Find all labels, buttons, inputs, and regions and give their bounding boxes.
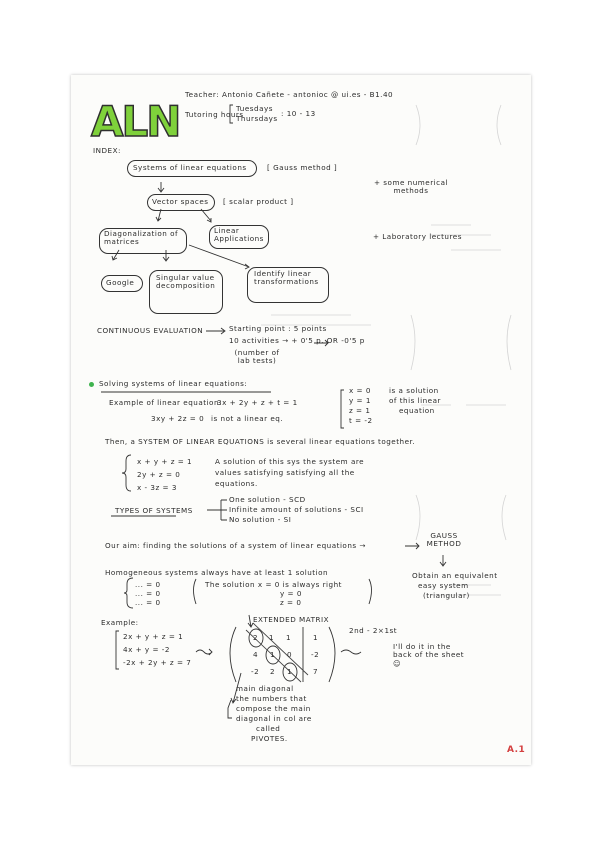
evaluation-activities: 10 activities → + 0'5 p. OR -0'5 p bbox=[229, 336, 365, 345]
homog-solution-note: The solution x = 0 is always right bbox=[205, 580, 342, 589]
homog-eq-3: ... = 0 bbox=[135, 598, 161, 607]
type-no-solution: No solution - SI bbox=[229, 515, 292, 524]
row-operation: 2nd - 2×1st bbox=[349, 626, 398, 635]
system-solution-2: values satisfying satisfying all the bbox=[215, 468, 355, 477]
index-numerical: + some numerical methods bbox=[374, 178, 448, 196]
pivots-line-3: diagonal in col are bbox=[236, 714, 312, 723]
obtain-1: Obtain an equivalent bbox=[412, 571, 498, 580]
tutoring-day-2: Thursdays bbox=[236, 114, 278, 123]
pivots-line-1: the numbers that bbox=[236, 694, 307, 703]
evaluation-label: CONTINUOUS EVALUATION bbox=[97, 326, 204, 335]
homog-eq-2: ... = 0 bbox=[135, 589, 161, 598]
index-google: Google bbox=[106, 278, 135, 287]
evaluation-lab: (number of lab tests) bbox=[234, 348, 280, 366]
index-identify: Identify linear transformations bbox=[254, 269, 319, 287]
section-bullet bbox=[89, 382, 94, 387]
evaluation-starting: Starting point : 5 points bbox=[229, 324, 327, 333]
index-systems: Systems of linear equations bbox=[133, 163, 247, 172]
index-scalar: [ scalar product ] bbox=[223, 197, 294, 206]
nonlinear-equation: 3xy + 2z = 0 bbox=[151, 414, 205, 423]
extended-matrix-label: EXTENDED MATRIX bbox=[253, 615, 330, 624]
index-svd: Singular value decomposition bbox=[156, 273, 216, 291]
matrix-entry: 4 bbox=[253, 650, 259, 659]
types-label: TYPES OF SYSTEMS bbox=[115, 506, 193, 515]
tutoring-day-1: Tuesdays bbox=[236, 104, 273, 113]
matrix-entry: 1 bbox=[269, 633, 275, 642]
type-infinite: Infinite amount of solutions - SCI bbox=[229, 505, 364, 514]
do-it-note: I'll do it in the back of the sheet ☺ bbox=[393, 642, 465, 668]
example-eq-2: 4x + y = -2 bbox=[123, 645, 170, 654]
solution-y: y = 1 bbox=[349, 396, 371, 405]
system-eq-1: x + y + z = 1 bbox=[137, 457, 193, 466]
obtain-2: easy system bbox=[418, 581, 469, 590]
tutoring-hours: : 10 - 13 bbox=[281, 109, 316, 118]
example-eq-1: 2x + y + z = 1 bbox=[123, 632, 184, 641]
system-definition: Then, a SYSTEM OF LINEAR EQUATIONS is several linear equations together. bbox=[105, 437, 416, 446]
example-equation: 3x + 2y + z + t = 1 bbox=[217, 398, 298, 407]
obtain-3: (triangular) bbox=[423, 591, 470, 600]
teacher-line: Teacher: Antonio Cañete - antonioc @ ui.es - B1.40 bbox=[185, 90, 394, 99]
matrix-entry: 0 bbox=[287, 650, 293, 659]
example-eq-3: -2x + 2y + z = 7 bbox=[123, 658, 192, 667]
pivots-line-5: PIVOTES. bbox=[251, 734, 288, 743]
index-linear-app: Linear Applications bbox=[214, 226, 264, 244]
section-title: Solving systems of linear equations: bbox=[99, 379, 248, 388]
matrix-entry: 1 bbox=[287, 667, 293, 676]
main-diagonal-label: main diagonal bbox=[236, 684, 294, 693]
solution-x: x = 0 bbox=[349, 386, 371, 395]
solution-note-2: of this linear bbox=[389, 396, 441, 405]
page-number: A.1 bbox=[507, 745, 526, 755]
index-label: INDEX: bbox=[93, 146, 121, 155]
matrix-entry: 2 bbox=[253, 633, 259, 642]
homogeneous-text: Homogeneous systems always have at least 1 solution bbox=[105, 568, 329, 577]
matrix-rhs-entry: -2 bbox=[311, 650, 320, 659]
aim-text: Our aim: finding the solutions of a system of linear equations → bbox=[105, 541, 366, 550]
homog-solution-y: y = 0 bbox=[280, 589, 302, 598]
matrix-entry: 2 bbox=[270, 667, 276, 676]
system-solution-1: A solution of this sys the system are bbox=[215, 457, 365, 466]
example2-label: Example: bbox=[101, 618, 139, 627]
type-one-solution: One solution - SCD bbox=[229, 495, 306, 504]
matrix-entry: -2 bbox=[251, 667, 260, 676]
matrix-entry: 1 bbox=[270, 650, 276, 659]
matrix-rhs-entry: 7 bbox=[313, 667, 319, 676]
matrix-entry: 1 bbox=[286, 633, 292, 642]
pivots-line-4: called bbox=[256, 724, 281, 733]
pivots-line-2: compose the main bbox=[236, 704, 311, 713]
system-eq-2: 2y + z = 0 bbox=[137, 470, 181, 479]
notes-sheet bbox=[71, 75, 531, 765]
system-solution-3: equations. bbox=[215, 479, 258, 488]
solution-note-1: is a solution bbox=[389, 386, 439, 395]
index-vector: Vector spaces bbox=[152, 197, 209, 206]
index-diag: Diagonalization of matrices bbox=[104, 229, 179, 247]
matrix-rhs-entry: 1 bbox=[313, 633, 319, 642]
index-lab: + Laboratory lectures bbox=[373, 232, 462, 241]
solution-note-3: equation bbox=[399, 406, 435, 415]
course-logo: ALN bbox=[91, 97, 180, 146]
tutoring-label: Tutoring hours bbox=[185, 110, 244, 119]
system-eq-3: x - 3z = 3 bbox=[137, 483, 177, 492]
solution-z: z = 1 bbox=[349, 406, 371, 415]
homog-eq-1: ... = 0 bbox=[135, 580, 161, 589]
homog-solution-z: z = 0 bbox=[280, 598, 302, 607]
gauss-method: GAUSS METHOD bbox=[426, 531, 462, 549]
solution-t: t = -2 bbox=[349, 416, 373, 425]
nonlinear-note: is not a linear eq. bbox=[211, 414, 284, 423]
index-gauss: [ Gauss method ] bbox=[267, 163, 338, 172]
example-label: Example of linear equation: bbox=[109, 398, 222, 407]
